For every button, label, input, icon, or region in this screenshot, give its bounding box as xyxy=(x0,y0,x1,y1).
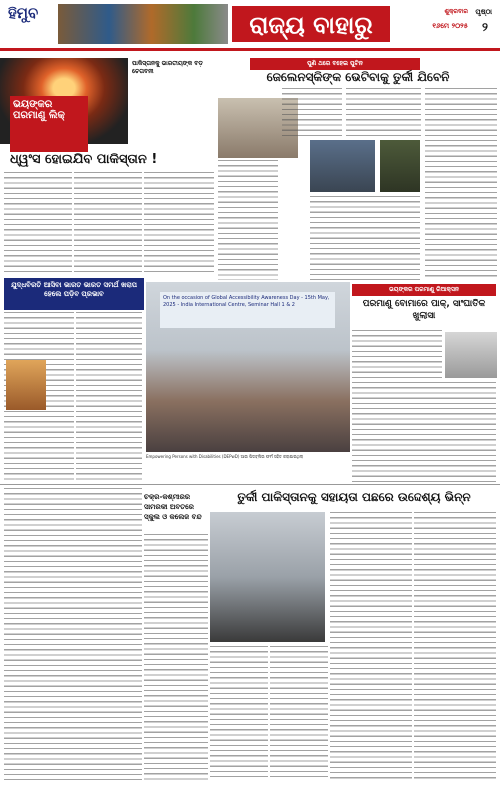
war-article-col-2 xyxy=(76,312,142,482)
day-label: ଶୁକ୍ରବାର xyxy=(444,8,468,15)
zelensky-article-col-2 xyxy=(282,88,342,138)
turkey-article-col-5 xyxy=(414,512,496,780)
zelensky-article-col-4 xyxy=(425,88,497,280)
bottom-left-article xyxy=(4,488,142,780)
date-label: ୧୬ମେ ୨୦୨୫ xyxy=(432,22,468,30)
logo-text: ହିମୁବ xyxy=(8,4,39,22)
pakistan-nuclear-col-1 xyxy=(352,330,442,380)
masthead-image-strip xyxy=(58,4,228,44)
pakistan-nuclear-col-2 xyxy=(352,382,496,482)
date-box xyxy=(394,6,494,42)
event-caption: Empowering Persons with Disabilities (DEPwD) ଆଉ ପିଡବ୍ଲିଉ ଫର୍ମ ସହିତ କରାଯାଇଥିଲା xyxy=(146,454,304,459)
war-kicker: ଯୁଦ୍ଧବିରତି ଆସିବା ଭାରତ ଭାରତ ସମର୍ଥ ଖରାପ ହେଲେ ପଡ଼ିବ ପ୍ରଭାବ xyxy=(4,278,144,310)
turkey-article-col-3 xyxy=(270,646,328,780)
zelensky-article-col-5 xyxy=(310,196,420,280)
section-divider xyxy=(0,484,500,485)
nuclear-article-col-3 xyxy=(144,172,214,272)
page-label: ପୃଷ୍ଠା xyxy=(475,8,492,16)
section-title: ରାଜ୍ୟ ବାହାରୁ xyxy=(232,6,390,42)
pakistan-nuclear-kicker: ଭୟଙ୍କର ପରମାଣୁ ରିଆକ୍ସନ xyxy=(352,284,496,296)
nuclear-kicker: ପାକିସ୍ତାନକୁ ଭାରତୀୟଙ୍କ ବଡ଼ ଚେତାବନୀ xyxy=(132,60,203,75)
putin-photo xyxy=(310,140,375,192)
nuclear-article-col-2 xyxy=(74,172,142,272)
pakistan-nuclear-photo xyxy=(445,332,497,378)
event-banner: On the occasion of Global Accessibility Awareness Day - 15th May, 2025 - India International Centre, Seminar Hall 1 & 2 xyxy=(160,292,335,328)
zelensky-article-col-1 xyxy=(218,160,278,280)
zelensky-headline: ଜେଲେନସ୍କିଙ୍କ ଭେଟିବାକୁ ତୁର୍କୀ ଯିବେନି xyxy=(266,70,450,84)
pakistan-nuclear-headline: ପରମାଣୁ ବୋମାରେ ପାକ୍, ସାଂଘାତିକ ଖୁଲାସା xyxy=(362,299,486,321)
nuclear-headline: ଧ୍ୱଂସ ହୋଇଯିବ ପାକିସ୍ତାନ ! xyxy=(10,152,158,167)
turkey-article-col-1 xyxy=(144,534,208,780)
food-image xyxy=(6,360,46,410)
turkey-article-col-4 xyxy=(330,512,412,780)
nuclear-article-col-1 xyxy=(4,172,72,272)
newspaper-logo xyxy=(8,4,56,44)
zelensky-article-col-3 xyxy=(346,88,421,138)
turkey-headline: ତୁର୍କୀ ପାକିସ୍ତାନକୁ ସହାୟତା ପଛରେ ଉଦ୍ଦେଶ୍ୟ ଭିନ୍ନ xyxy=(237,490,471,504)
erdogan-photo xyxy=(210,512,325,642)
zelensky-photo xyxy=(380,140,420,192)
top-rule xyxy=(0,48,500,51)
zelensky-kicker: ପୁଣି ଥରେ ବହେଇ ପୁଟିନ xyxy=(250,58,420,70)
turkey-article-col-2 xyxy=(210,646,268,780)
page-number: ୨ xyxy=(482,20,488,34)
turkey-kicker: ଚକ୍ର-କଶ୍ମୀରର ସାମରକୀ ଅବତରେ ସ୍କୁଲ ଓ କଲେଜ ବନ୍ଦ xyxy=(144,493,202,521)
nuclear-leak-banner: ଭୟଙ୍କର ପରମାଣୁ ଲିକ୍ xyxy=(10,96,88,152)
